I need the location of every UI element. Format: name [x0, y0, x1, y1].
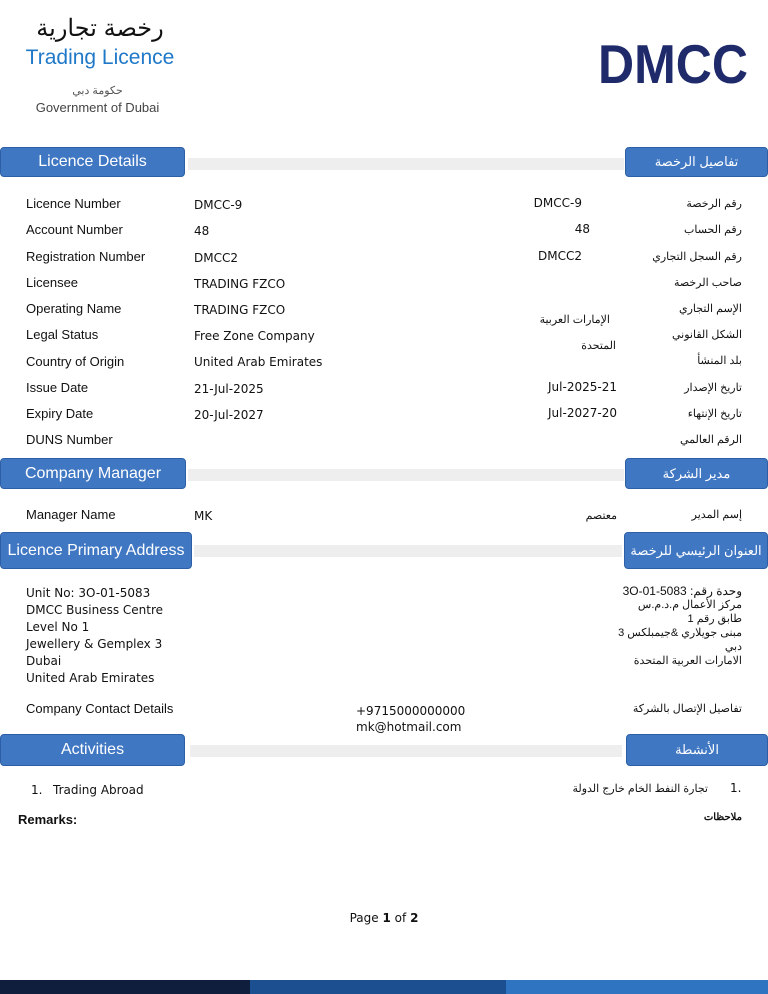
manager-label-ar: إسم المدير	[691, 509, 742, 521]
detail-label: Licence Number	[26, 196, 121, 211]
detail-value-ar: 20-Jul-2027	[548, 406, 617, 420]
activities-header-ar: الأنشطة	[626, 734, 768, 766]
detail-value: DMCC2	[194, 251, 238, 265]
dmcc-logo	[598, 36, 748, 92]
address-line: Unit No: 3O-01-5083	[26, 586, 151, 600]
remarks-label-ar: ملاحظات	[703, 812, 742, 823]
detail-label: Operating Name	[26, 301, 122, 316]
detail-value: DMCC-9	[194, 198, 243, 212]
contact-email: mk@hotmail.com	[356, 720, 462, 734]
activity-name: Trading Abroad	[53, 783, 144, 797]
detail-value-ar: المتحدة	[581, 340, 616, 352]
licence-details-header-ar: تفاصيل الرخصة	[625, 147, 768, 177]
primary-address-header: Licence Primary Address	[0, 532, 192, 569]
detail-value-ar: 21-Jul-2025	[548, 380, 617, 394]
detail-value-ar: DMCC2	[538, 249, 582, 263]
primary-address-divider	[194, 545, 622, 557]
address-line: Level No 1	[26, 620, 90, 634]
detail-label-ar: تاريخ الإنتهاء	[687, 408, 742, 420]
footer-bar-dark	[0, 980, 250, 994]
manager-value-ar: معتصم	[585, 510, 617, 522]
address-line: DMCC Business Centre	[26, 603, 164, 617]
activity-number-ar: 1.	[730, 781, 742, 795]
detail-label-ar: الشكل القانوني	[672, 329, 742, 341]
detail-value: TRADING FZCO	[194, 303, 286, 317]
detail-value-ar: 48	[574, 222, 590, 236]
address-line: Dubai	[26, 654, 62, 668]
company-manager-header: Company Manager	[0, 458, 186, 489]
detail-value: United Arab Emirates	[194, 355, 323, 369]
footer-bar-light	[506, 980, 768, 994]
detail-label: Country of Origin	[26, 354, 125, 369]
address-line-ar: وحدة رقم: 3O-01-5083	[622, 584, 742, 598]
manager-value: MK	[194, 509, 213, 523]
detail-label-ar: رقم السجل التجاري	[652, 251, 742, 263]
detail-label: Registration Number	[26, 249, 146, 264]
address-line-ar: دبي	[724, 641, 742, 653]
detail-label-ar: بلد المنشأ	[697, 355, 742, 367]
detail-label-ar: صاحب الرخصة	[673, 277, 742, 289]
company-manager-divider	[188, 469, 624, 481]
activities-divider	[190, 745, 622, 757]
activity-name-ar: تجارة النفط الخام خارج الدولة	[572, 783, 708, 795]
detail-label: DUNS Number	[26, 432, 113, 447]
activity-number: 1.	[31, 783, 43, 797]
detail-value: 20-Jul-2027	[194, 408, 264, 422]
detail-value: Free Zone Company	[194, 329, 315, 343]
address-english	[26, 585, 163, 687]
detail-label-ar: تاريخ الإصدار	[684, 382, 742, 394]
detail-label-ar: رقم الرخصة	[686, 198, 742, 210]
detail-label-ar: الإسم التجاري	[678, 303, 742, 315]
detail-label: Licensee	[26, 275, 79, 290]
address-line-ar: الامارات العربية المتحدة	[633, 655, 742, 667]
page-indicator: Page 1 of 2	[349, 911, 419, 925]
footer-bar-mid	[250, 980, 506, 994]
detail-label: Expiry Date	[26, 406, 94, 421]
government-english: Government of Dubai	[35, 100, 160, 115]
government-arabic: حكومة دبي	[72, 85, 123, 97]
manager-label: Manager Name	[26, 507, 116, 522]
contact-values	[356, 703, 465, 735]
address-line: United Arab Emirates	[26, 671, 155, 685]
contact-phone: +9715000000000	[356, 704, 466, 718]
arabic-title: رخصة تجارية	[36, 15, 164, 42]
detail-value-ar: الإمارات العربية	[539, 314, 610, 326]
document-title: Trading Licence	[25, 46, 175, 69]
detail-label-ar: الرقم العالمي	[679, 434, 742, 446]
detail-label: Legal Status	[26, 327, 99, 342]
dmcc-logo-text: DMCC	[598, 36, 748, 92]
detail-value: 48	[194, 224, 210, 238]
primary-address-header-ar: العنوان الرئيسي للرخصة	[624, 532, 768, 569]
detail-value: TRADING FZCO	[194, 277, 286, 291]
detail-label: Account Number	[26, 222, 123, 237]
contact-label-ar: تفاصيل الإتصال بالشركة	[632, 703, 742, 715]
remarks-label: Remarks:	[18, 812, 78, 827]
address-line-ar: مبنى جويلاري &جيمبلكس 3	[618, 627, 742, 639]
activities-header: Activities	[0, 734, 185, 766]
company-manager-header-ar: مدير الشركة	[625, 458, 768, 489]
licence-details-divider	[188, 158, 624, 170]
address-line-ar: طابق رقم 1	[687, 613, 742, 625]
contact-label: Company Contact Details	[26, 701, 174, 716]
address-arabic	[542, 584, 742, 668]
detail-label: Issue Date	[26, 380, 89, 395]
detail-value-ar: DMCC-9	[533, 196, 582, 210]
detail-label-ar: رقم الحساب	[684, 224, 742, 236]
address-line-ar: مركز الأعمال م.د.م.س	[637, 599, 742, 611]
address-line: Jewellery & Gemplex 3	[26, 637, 163, 651]
licence-details-header: Licence Details	[0, 147, 185, 177]
detail-value: 21-Jul-2025	[194, 382, 264, 396]
